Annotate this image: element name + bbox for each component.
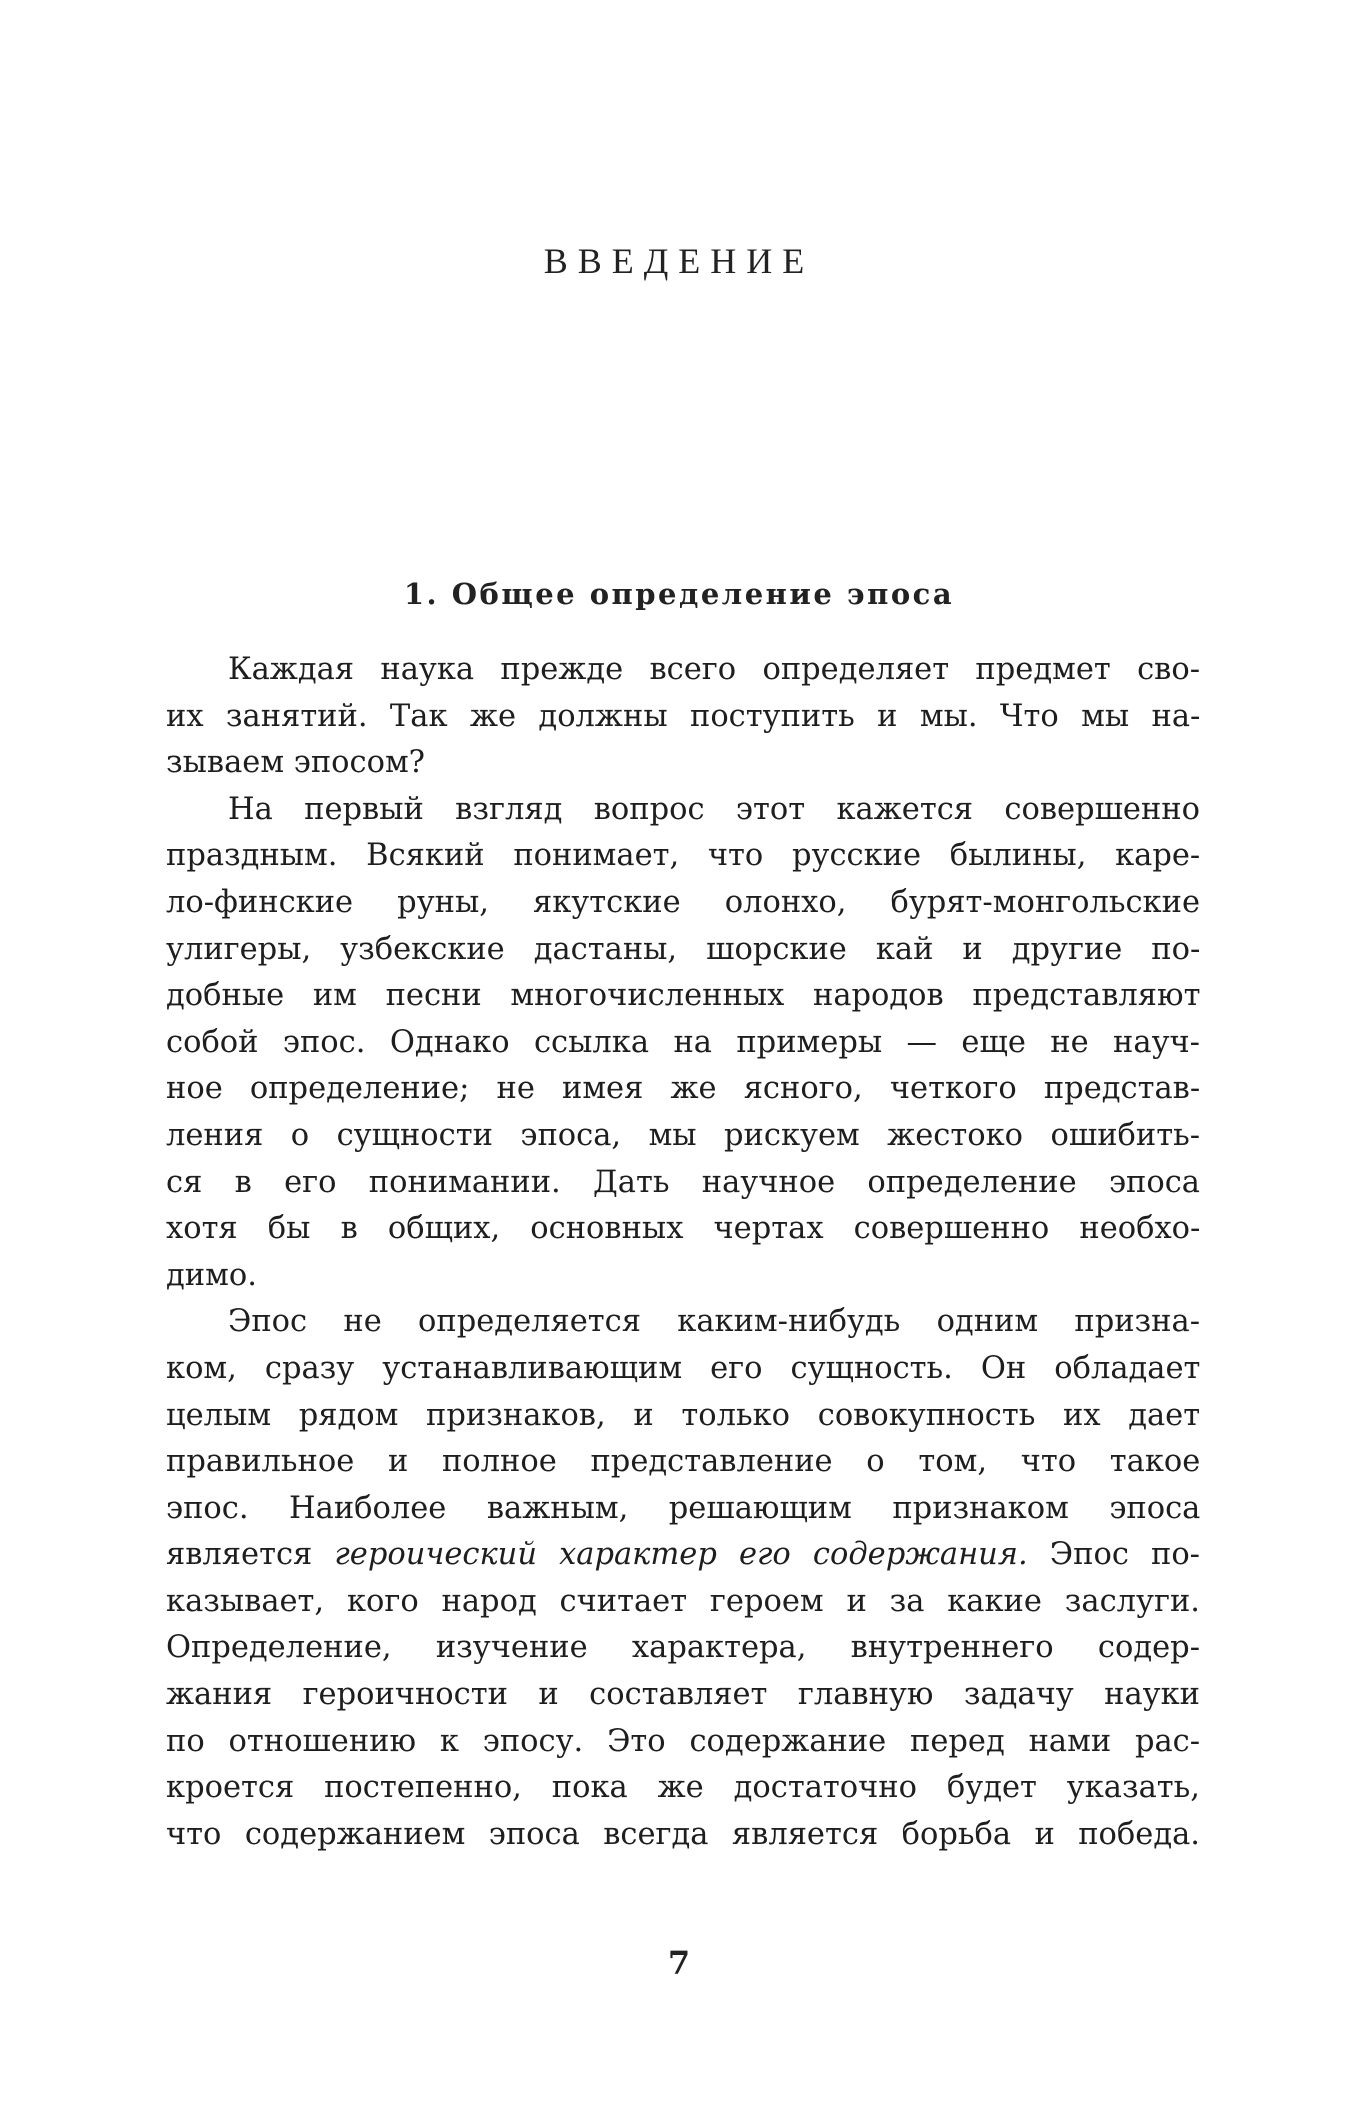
text-line: ло-финские руны, якутские олонхо, бурят-монгольские (166, 884, 1200, 920)
text-line: их занятий. Так же должны поступить и мы. Что мы на- (166, 698, 1201, 734)
text-line: жания героичности и составляет главную задачу науки (166, 1677, 1200, 1713)
section-title: 1. Общее определение эпоса (403, 577, 955, 611)
text-line: зываем эпосом? (166, 745, 426, 781)
chapter-title: ВВЕДЕНИЕ (543, 241, 815, 281)
text-line: Каждая наука прежде всего определяет предмет сво- (228, 652, 1200, 687)
text-fragment: является (166, 1537, 335, 1573)
text-line: что содержанием эпоса всегда является борьба и победа. (166, 1816, 1200, 1852)
body-text (166, 647, 1200, 1858)
text-line: кроется постепенно, пока же достаточно будет указать, (166, 1770, 1200, 1806)
text-line: по отношению к эпосу. Это содержание перед нами рас- (166, 1723, 1201, 1759)
text-line: ления о сущности эпоса, мы рискуем жестоко ошибить- (166, 1117, 1200, 1153)
text-line: казывает, кого народ считает героем и за какие заслуги. (166, 1583, 1200, 1619)
text-fragment: Эпос по- (1027, 1537, 1200, 1573)
text-line: правильное и полное представление о том, что такое (166, 1444, 1201, 1480)
text-line: праздным. Всякий понимает, что русские былины, каре- (166, 838, 1201, 874)
paragraph-3 (166, 1299, 1200, 1858)
page-number: 7 (667, 1944, 691, 1982)
text-line: На первый взгляд вопрос этот кажется совершенно (228, 791, 1200, 827)
text-line: целым рядом признаков, и только совокупность их дает (166, 1397, 1201, 1433)
text-line: Эпос не определяется каким-нибудь одним призна- (228, 1304, 1200, 1340)
text-line: добные им песни многочисленных народов представляют (166, 978, 1201, 1014)
paragraph-1 (166, 647, 1200, 787)
text-line: Определение, изучение характера, внутреннего содер- (166, 1630, 1200, 1666)
text-line: собой эпос. Однако ссылка на примеры — еще не науч- (166, 1024, 1200, 1060)
text-line: ком, сразу устанавливающим его сущность. Он обладает (166, 1350, 1201, 1386)
emphasized-phrase: героический характер его содержания. (334, 1537, 1028, 1573)
text-line: эпос. Наиболее важным, решающим признаком эпоса (166, 1490, 1201, 1526)
text-line: ся в его понимании. Дать научное определение эпоса (166, 1164, 1200, 1200)
paragraph-2 (166, 787, 1200, 1300)
text-line-with-emphasis (166, 1532, 1200, 1579)
text-line: улигеры, узбекские дастаны, шорские кай и другие по- (166, 931, 1201, 967)
text-line: ное определение; не имея же ясного, четкого представ- (166, 1071, 1201, 1107)
text-line: хотя бы в общих, основных чертах совершенно необхо- (166, 1211, 1201, 1247)
text-line: димо. (166, 1257, 257, 1293)
